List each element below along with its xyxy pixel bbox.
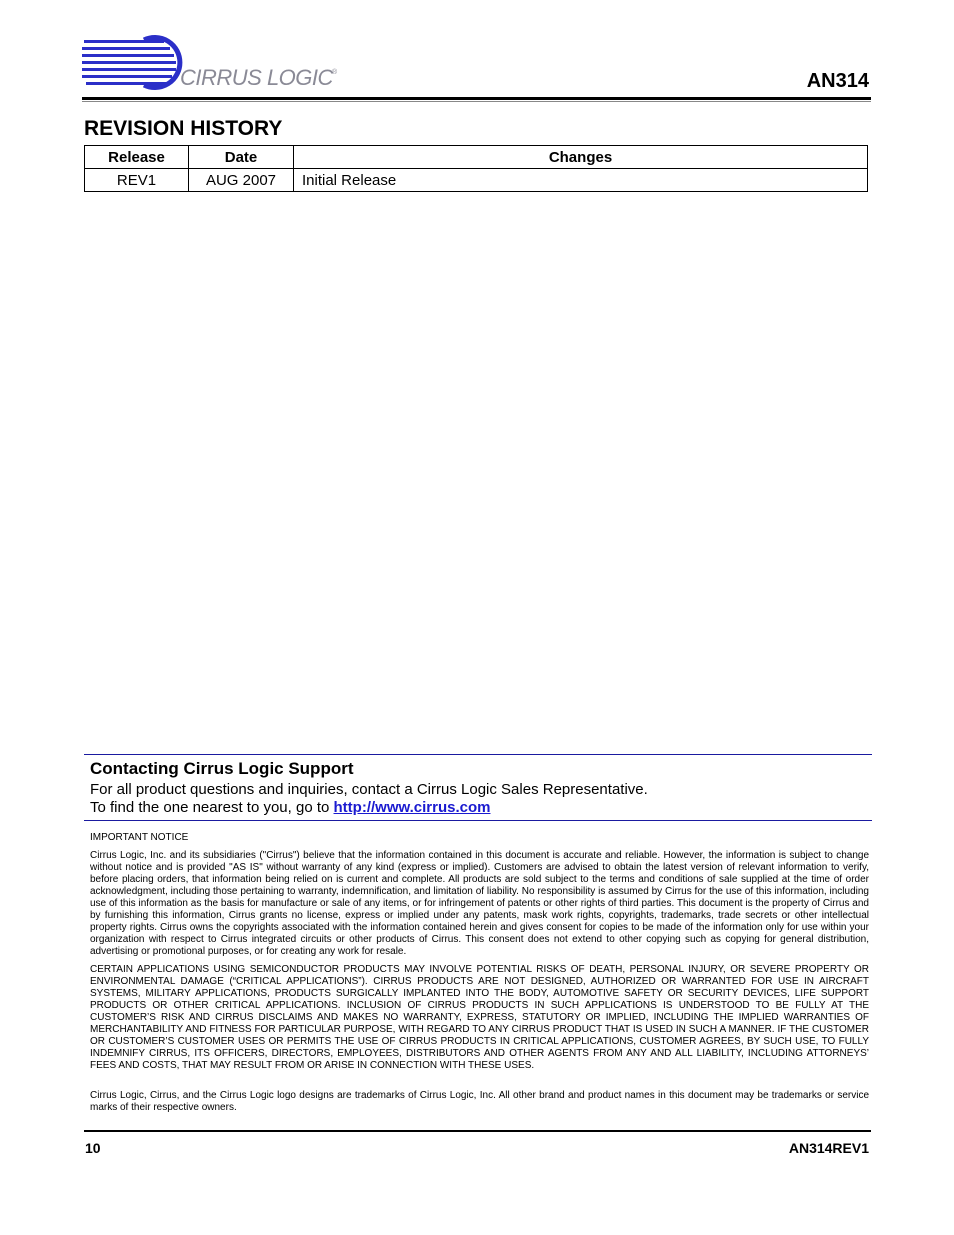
document-id: AN314: [806, 70, 869, 92]
table-row: [85, 169, 868, 192]
header-rule-shadow: [82, 101, 871, 102]
revision-history-title: REVISION HISTORY: [84, 117, 283, 140]
document-revision: AN314REV1: [788, 1140, 869, 1156]
column-header-date: Date: [189, 146, 294, 169]
contact-bottom-rule: [84, 820, 872, 821]
header-rule: [82, 97, 871, 100]
notice-paragraph-3: Cirrus Logic, Cirrus, and the Cirrus Logic logo designs are trademarks of Cirrus Logic, Inc. All other brand and product names in this document may be trademarks or service marks of their respective owners.: [90, 1090, 869, 1113]
notice-heading: IMPORTANT NOTICE: [90, 832, 189, 843]
page-number: 10: [85, 1140, 101, 1156]
column-header-changes: Changes: [294, 146, 868, 169]
svg-text:®: ®: [332, 69, 338, 76]
table-header-row: [85, 146, 868, 169]
contact-line-2-text: To find the one nearest to you, go to: [90, 799, 334, 816]
contact-title: Contacting Cirrus Logic Support: [90, 759, 354, 778]
cirrus-logic-logo: [82, 34, 344, 94]
notice-paragraph-1: Cirrus Logic, Inc. and its subsidiaries ("Cirrus") believe that the information contained in this document is accurate and reliable. However, the information is subject to change without notice and is provided "AS IS" without warranty of any kind (express or implied). Customers are advised to obtain the latest version of relevant information to verify, before placing orders, that information being relied on is current and complete. All products are sold subject to the terms and conditions of sale supplied at the time of order acknowledgment, including those pertaining to warranty, indemnification, and limitation of liability. No responsibility is assumed by Cirrus for the use of this information, including use of this information as the basis for manufacture or sale of any items, or for infringement of patents or other rights of third parties. This document is the property of Cirrus and by furnishing this information, Cirrus grants no license, express or implied under any patents, mask work rights, copyrights, trademarks, trade secrets or other intellectual property rights. Cirrus owns the copyrights associated with the information contained herein and gives consent for copies to be made of the information only for use within your organization with respect to Cirrus integrated circuits or other products of Cirrus. This consent does not extend to other copying such as copying for general distribution, advertising or promotional purposes, or for creating any work for resale.: [90, 850, 869, 957]
notice-paragraph-2: CERTAIN APPLICATIONS USING SEMICONDUCTOR PRODUCTS MAY INVOLVE POTENTIAL RISKS OF DEATH, PERSONAL INJURY, OR SEVERE PROPERTY OR ENVIRONMENTAL DAMAGE (“CRITICAL APPLICATIONS”). CIRRUS PRODUCTS ARE NOT DESIGNED, AUTHORIZED OR WARRANTED FOR USE IN AIRCRAFT SYSTEMS, MILITARY APPLICATIONS, PRODUCTS SURGICALLY IMPLANTED INTO THE BODY, AUTOMOTIVE SAFETY OR SECURITY DEVICES, LIFE SUPPORT PRODUCTS OR OTHER CRITICAL APPLICATIONS. INCLUSION OF CIRRUS PRODUCTS IN SUCH APPLICATIONS IS UNDERSTOOD TO BE FULLY AT THE CUSTOMER’S RISK AND CIRRUS DISCLAIMS AND MAKES NO WARRANTY, EXPRESS, STATUTORY OR IMPLIED, INCLUDING THE IMPLIED WARRANTIES OF MERCHANTABILITY AND FITNESS FOR PARTICULAR PURPOSE, WITH REGARD TO ANY CIRRUS PRODUCT THAT IS USED IN SUCH A MANNER. IF THE CUSTOMER OR CUSTOMER’S CUSTOMER USES OR PERMITS THE USE OF CIRRUS PRODUCTS IN CRITICAL APPLICATIONS, CUSTOMER AGREES, BY SUCH USE, TO FULLY INDEMNIFY CIRRUS, ITS OFFICERS, DIRECTORS, EMPLOYEES, DISTRIBUTORS AND OTHER AGENTS FROM ANY AND ALL LIABILITY, INCLUDING ATTORNEYS’ FEES AND COSTS, THAT MAY RESULT FROM OR ARISE IN CONNECTION WITH THESE USES.: [90, 964, 869, 1071]
column-header-release: Release: [85, 146, 189, 169]
release-cell: REV1: [85, 169, 189, 192]
footer-rule: [84, 1130, 871, 1132]
logo-text: CIRRUS LOGIC: [180, 65, 333, 90]
revision-history-table: [84, 145, 868, 192]
date-cell: AUG 2007: [189, 169, 294, 192]
contact-line-2: [90, 799, 490, 816]
changes-cell: Initial Release: [294, 169, 868, 192]
contact-top-rule: [84, 754, 872, 755]
cirrus-website-link[interactable]: http://www.cirrus.com: [333, 799, 491, 816]
contact-line-1: For all product questions and inquiries, contact a Cirrus Logic Sales Representative.: [90, 781, 648, 798]
